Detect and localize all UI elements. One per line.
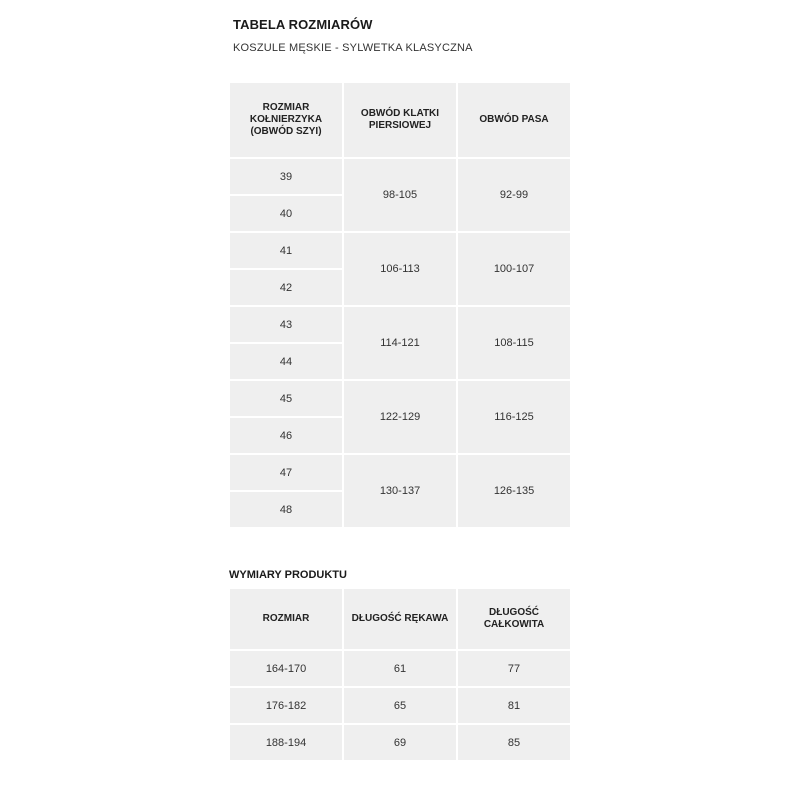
chest-range-cell: 98-105 (344, 159, 456, 231)
collar-size-cell: 42 (230, 270, 342, 305)
sleeve-length-cell: 61 (344, 651, 456, 686)
column-header-waist: OBWÓD PASA (458, 83, 570, 157)
column-header-collar: ROZMIAR KOŁNIERZYKA (OBWÓD SZYI) (230, 83, 342, 157)
chest-range-cell: 114-121 (344, 307, 456, 379)
column-header-total-length: DŁUGOŚĆ CAŁKOWITA (458, 589, 570, 649)
collar-size-cell: 46 (230, 418, 342, 453)
table-header-row (230, 83, 570, 157)
collar-size-cell: 45 (230, 381, 342, 416)
product-dimensions-title: WYMIARY PRODUKTU (229, 569, 347, 581)
size-cell: 164-170 (230, 651, 342, 686)
waist-range-cell: 92-99 (458, 159, 570, 231)
table-row (230, 455, 570, 490)
table-row (230, 159, 570, 194)
product-dimensions-table (228, 587, 572, 762)
total-length-cell: 81 (458, 688, 570, 723)
table-row (230, 233, 570, 268)
collar-size-cell: 40 (230, 196, 342, 231)
collar-size-cell: 39 (230, 159, 342, 194)
waist-range-cell: 126-135 (458, 455, 570, 527)
table-row (230, 381, 570, 416)
column-header-chest: OBWÓD KLATKI PIERSIOWEJ (344, 83, 456, 157)
page-title: TABELA ROZMIARÓW (233, 17, 373, 32)
size-cell: 176-182 (230, 688, 342, 723)
sleeve-length-cell: 65 (344, 688, 456, 723)
size-cell: 188-194 (230, 725, 342, 760)
total-length-cell: 77 (458, 651, 570, 686)
table-row (230, 725, 570, 760)
total-length-cell: 85 (458, 725, 570, 760)
waist-range-cell: 100-107 (458, 233, 570, 305)
waist-range-cell: 116-125 (458, 381, 570, 453)
collar-size-cell: 43 (230, 307, 342, 342)
table-header-row (230, 589, 570, 649)
sleeve-length-cell: 69 (344, 725, 456, 760)
table-row (230, 307, 570, 342)
chest-range-cell: 106-113 (344, 233, 456, 305)
column-header-size: ROZMIAR (230, 589, 342, 649)
chest-range-cell: 122-129 (344, 381, 456, 453)
column-header-sleeve-length: DŁUGOŚĆ RĘKAWA (344, 589, 456, 649)
collar-size-cell: 41 (230, 233, 342, 268)
table-row (230, 651, 570, 686)
size-chart-table (228, 81, 572, 529)
page-subtitle: KOSZULE MĘSKIE - SYLWETKA KLASYCZNA (233, 42, 473, 54)
chest-range-cell: 130-137 (344, 455, 456, 527)
collar-size-cell: 48 (230, 492, 342, 527)
table-row (230, 688, 570, 723)
collar-size-cell: 47 (230, 455, 342, 490)
waist-range-cell: 108-115 (458, 307, 570, 379)
collar-size-cell: 44 (230, 344, 342, 379)
